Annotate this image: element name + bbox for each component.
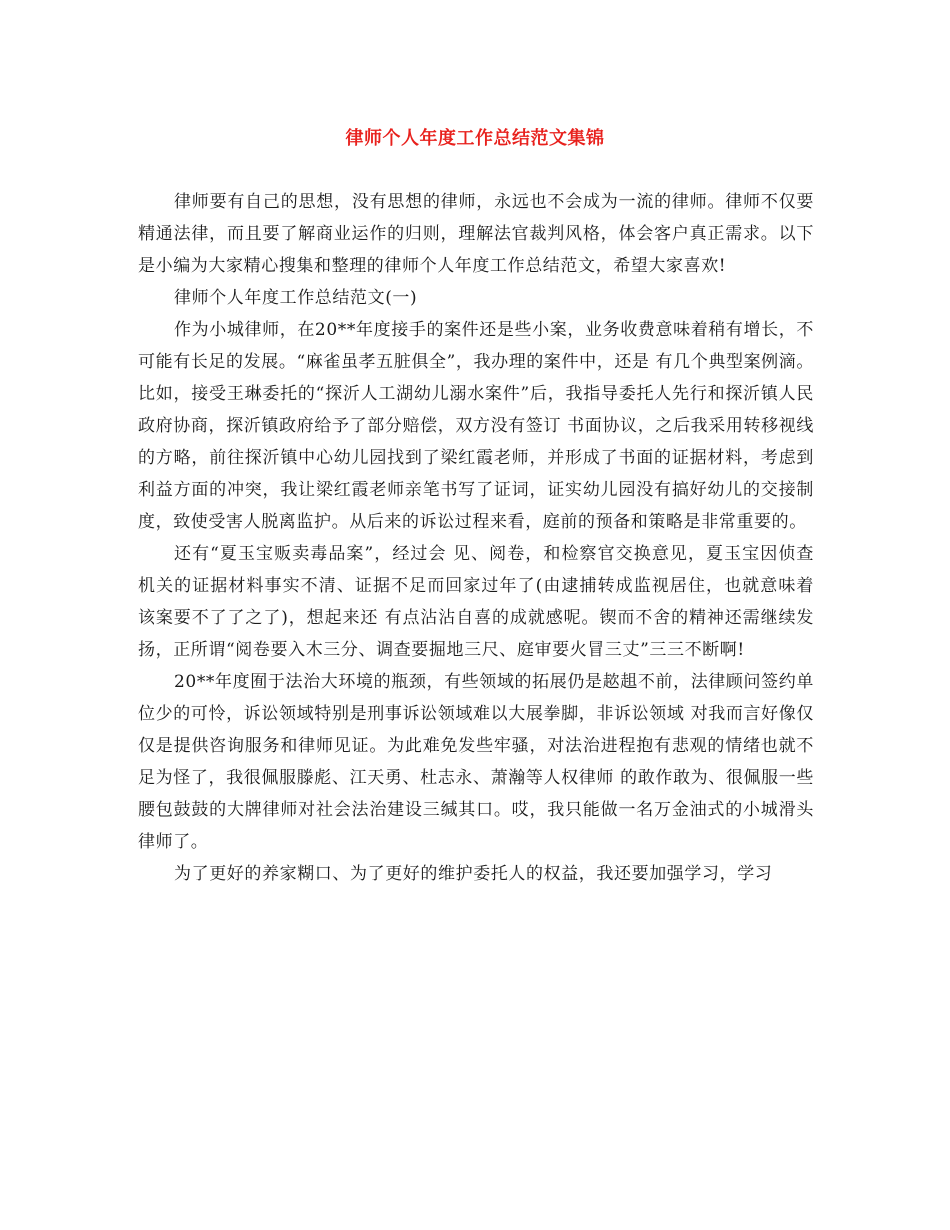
document-body	[138, 186, 814, 890]
paragraph-intro: 律师要有自己的思想，没有思想的律师，永远也不会成为一流的律师。律师不仅要精通法律，而且要了解商业运作的归则，理解法官裁判风格，体会客户真正需求。以下是小编为大家精心搜集和整理的律师个人年度工作总结范文，希望大家喜欢!	[138, 192, 814, 276]
paragraph-reflection: 20**年度囿于法治大环境的瓶颈，有些领域的拓展仍是趑趄不前，法律顾问签约单位少的可怜，诉讼领域特别是刑事诉讼领域难以大展拳脚，非诉讼领域 对我而言好像仅仅是提供咨询服务和律师见证。为此难免发些牢骚，对法治进程抱有悲观的情绪也就不足为怪了，我很佩服滕彪、江天勇、杜志永、萧瀚等人权律师 的敢作敢为、很佩服一些腰包鼓鼓的大牌律师对社会法治建设三缄其口。哎，我只能做一名万金油式的小城滑头律师了。	[138, 672, 814, 852]
paragraph-case-1: 作为小城律师，在20**年度接手的案件还是些小案，业务收费意味着稍有增长，不可能有长足的发展。“麻雀虽孝五脏俱全”，我办理的案件中，还是 有几个典型案例滴。比如，接受王琳委托的“探沂人工湖幼儿溺水案件”后，我指导委托人先行和探沂镇人民政府协商，探沂镇政府给予了部分赔偿，双方没有签订 书面协议，之后我采用转移视线的方略，前往探沂镇中心幼儿园找到了梁红霞老师，并形成了书面的证据材料，考虑到利益方面的冲突，我让梁红霞老师亲笔书写了证词，证实幼儿园没有搞好幼儿的交接制度，致使受害人脱离监护。从后来的诉讼过程来看，庭前的预备和策略是非常重要的。	[138, 320, 814, 532]
paragraph-closing: 为了更好的养家糊口、为了更好的维护委托人的权益，我还要加强学习，学习	[174, 864, 773, 884]
paragraph-section-heading: 律师个人年度工作总结范文(一)	[174, 288, 418, 308]
document-title: 律师个人年度工作总结范文集锦	[345, 128, 605, 149]
paragraph-case-2: 还有“夏玉宝贩卖毒品案”，经过会 见、阅卷，和检察官交换意见，夏玉宝因侦查机关的证据材料事实不清、证据不足而回家过年了(由逮捕转成监视居住，也就意味着该案要不了了之了)，想起来还 有点沾沾自喜的成就感呢。锲而不舍的精神还需继续发扬，正所谓“阅卷要入木三分、调查要掘地三尺、庭审要火冒三丈”三三不断啊!	[138, 544, 814, 660]
